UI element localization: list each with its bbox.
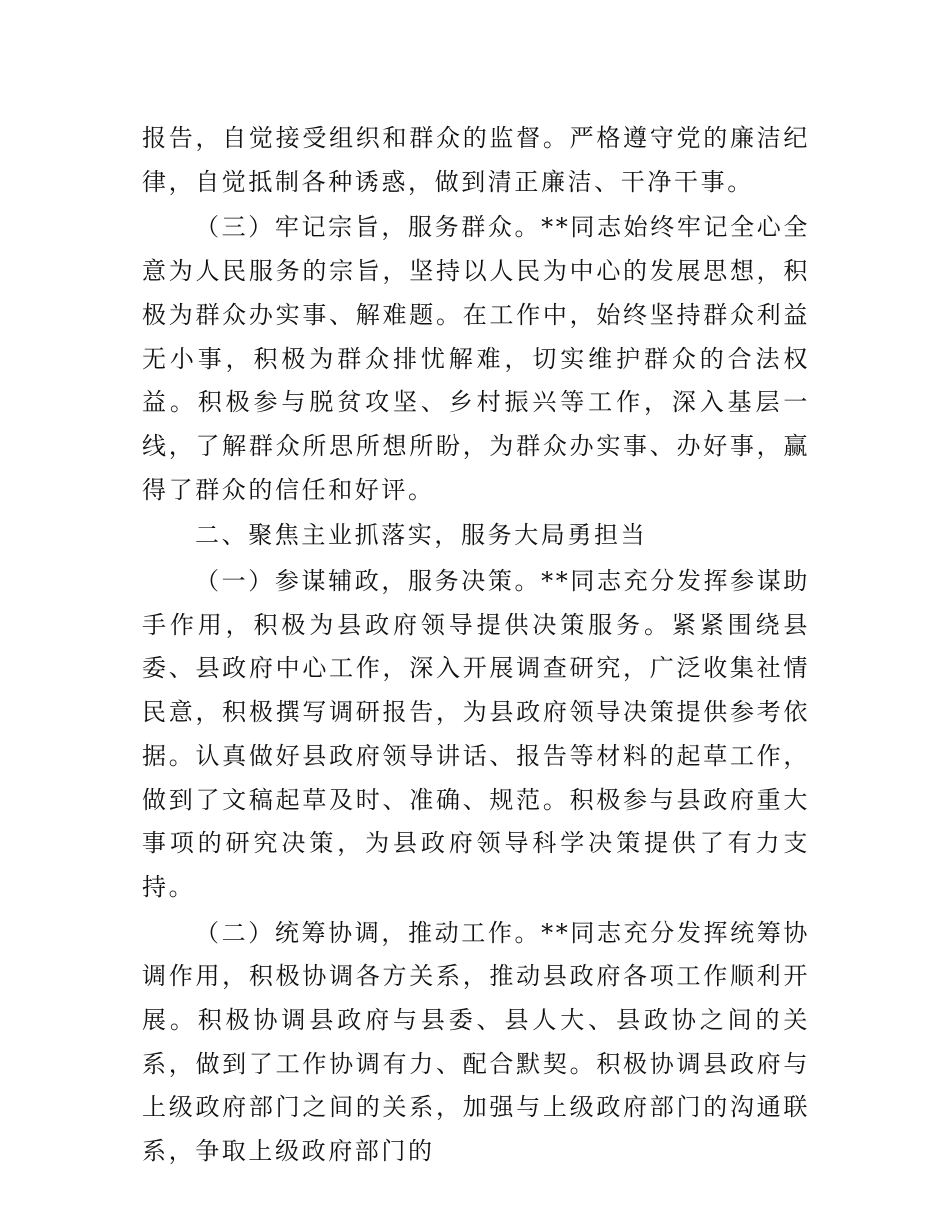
document-body [142,117,810,1174]
paragraph-continuation: 报告，自觉接受组织和群众的监督。严格遵守党的廉洁纪律，自觉抵制各种诱惑，做到清正廉洁、干净干事。 [142,124,810,196]
paragraph-section-three: （三）牢记宗旨，服务群众。**同志始终牢记全心全意为人民服务的宗旨，坚持以人民为中心的发展思想，积极为群众办实事、解难题。在工作中，始终坚持群众利益无小事，积极为群众排忧解难，切实维护群众的合法权益。积极参与脱贫攻坚、乡村振兴等工作，深入基层一线，了解群众所思所想所盼，为群众办实事、办好事，赢得了群众的信任和好评。 [142,213,810,504]
section-heading-part-two: 二、聚焦主业抓落实，服务大局勇担当 [195,521,648,550]
paragraph-section-two: （二）统筹协调，推动工作。**同志充分发挥统筹协调作用，积极协调各方关系，推动县政府各项工作顺利开展。积极协调县政府与县委、县人大、县政协之间的关系，做到了工作协调有力、配合默契。积极协调县政府与上级政府部门之间的关系，加强与上级政府部门的沟通联系，争取上级政府部门的 [142,918,810,1166]
paragraph-section-one: （一）参谋辅政，服务决策。**同志充分发挥参谋助手作用，积极为县政府领导提供决策服务。紧紧围绕县委、县政府中心工作，深入开展调查研究，广泛收集社情民意，积极撰写调研报告，为县政府领导决策提供参考依据。认真做好县政府领导讲话、报告等材料的起草工作，做到了文稿起草及时、准确、规范。积极参与县政府重大事项的研究决策，为县政府领导科学决策提供了有力支持。 [142,567,810,901]
